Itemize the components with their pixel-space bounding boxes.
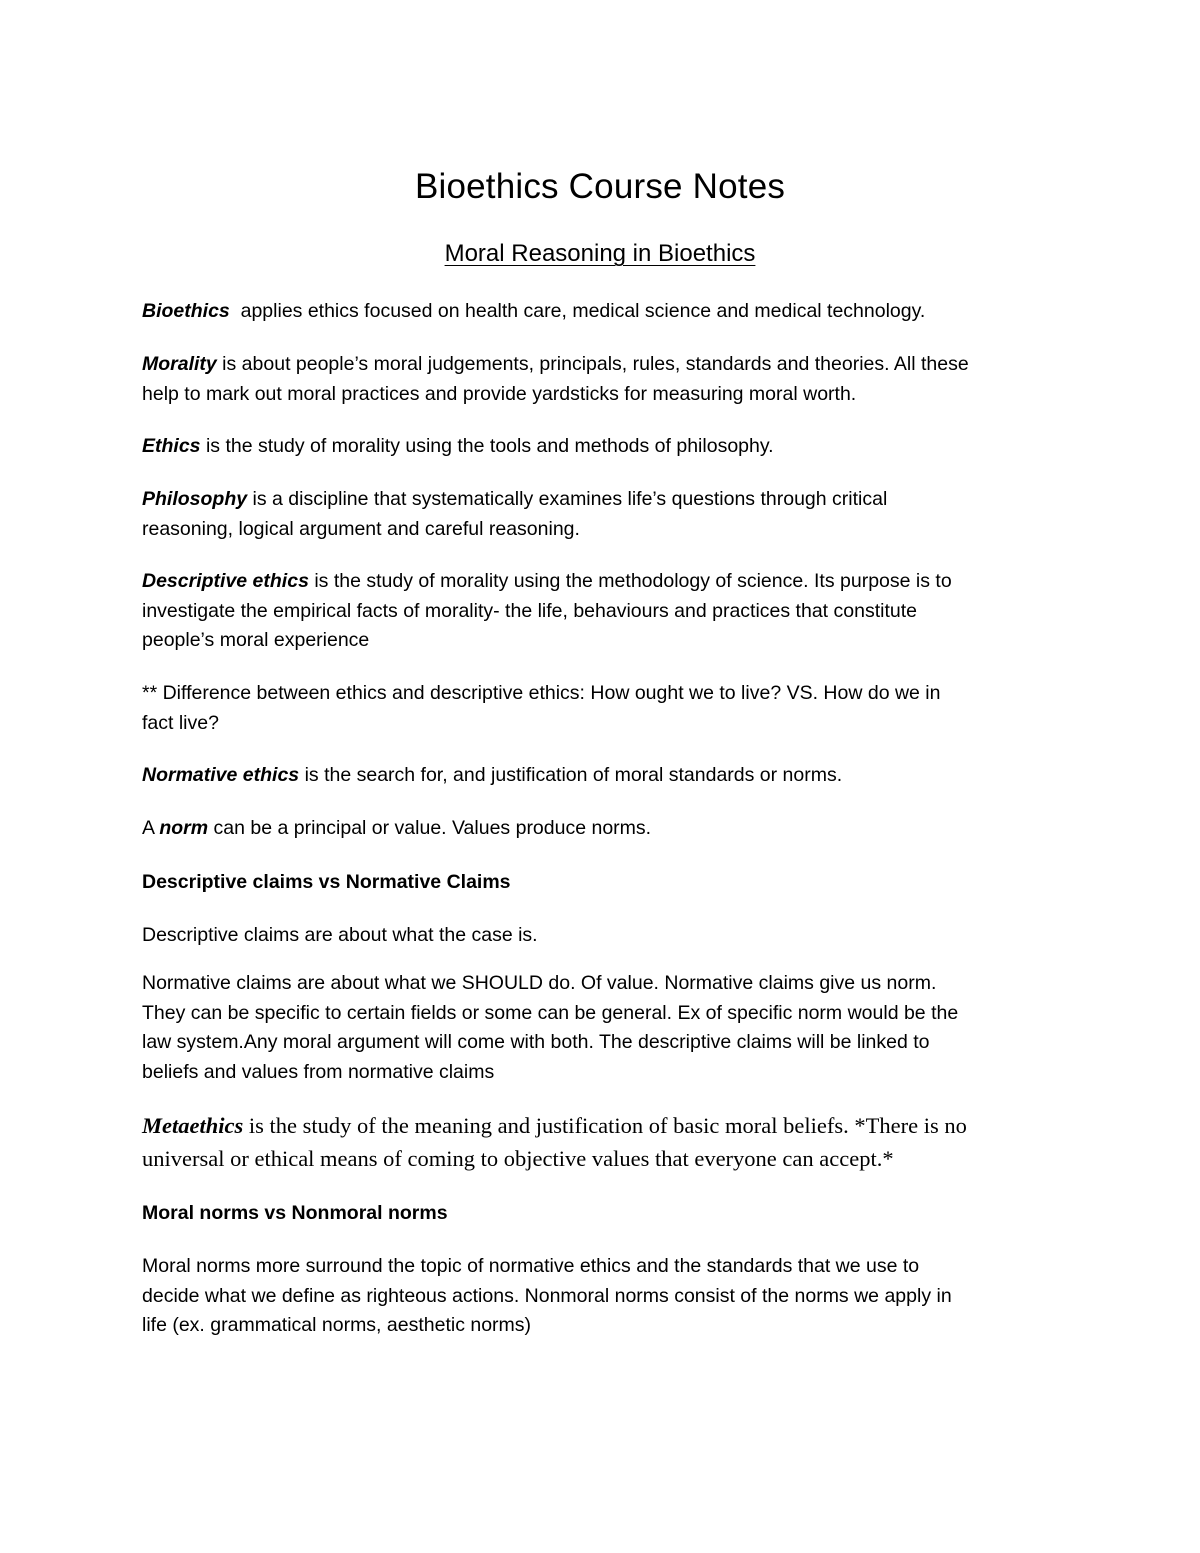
paragraph-line: law system.Any moral argument will come with both. The descriptive claims will be linked to xyxy=(142,1031,930,1053)
paragraph-line: people’s moral experience xyxy=(142,629,370,651)
definition-text: can be a principal or value. Values produce norms. xyxy=(208,817,652,839)
paragraph-line: universal or ethical means of coming to objective values that everyone can accept.* xyxy=(142,1146,894,1171)
paragraph-line: reasoning, logical argument and careful reasoning. xyxy=(142,517,580,540)
term-philosophy: Philosophy xyxy=(142,488,248,510)
definition-text: is the study of the meaning and justification of basic moral beliefs. *There is no xyxy=(243,1113,967,1138)
definition-text: is the search for, and justification of moral standards or norms. xyxy=(299,764,843,786)
normative-claims-paragraph xyxy=(142,969,1062,1087)
paragraph-line: decide what we define as righteous actions. Nonmoral norms consist of the norms we apply in xyxy=(142,1284,952,1307)
term-ethics: Ethics xyxy=(142,435,201,457)
descriptive-claims-paragraph: Descriptive claims are about what the case is. xyxy=(142,924,538,946)
paragraph-line: help to mark out moral practices and provide yardsticks for measuring moral worth. xyxy=(142,382,857,405)
definition-normative-ethics xyxy=(142,761,1062,791)
definition-text: applies ethics focused on health care, medical science and medical technology. xyxy=(229,300,926,322)
paragraph-line: They can be specific to certain fields or some can be general. Ex of specific norm would be the xyxy=(142,1001,959,1024)
term-bioethics: Bioethics xyxy=(142,300,230,322)
paragraph-line xyxy=(142,485,1062,515)
definition-norm xyxy=(142,814,1062,844)
definition-morality xyxy=(142,350,1062,409)
paragraph-line: beliefs and values from normative claims xyxy=(142,1060,495,1083)
paragraph-line xyxy=(142,1109,1062,1142)
paragraph-line: Moral norms more surround the topic of normative ethics and the standards that we use to xyxy=(142,1255,920,1277)
term-normative-ethics: Normative ethics xyxy=(142,764,300,786)
section-heading-norms: Moral norms vs Nonmoral norms xyxy=(142,1202,448,1224)
document-subtitle: Moral Reasoning in Bioethics xyxy=(444,240,756,267)
moral-norms-paragraph xyxy=(142,1252,1062,1341)
paragraph-line: life (ex. grammatical norms, aesthetic norms) xyxy=(142,1314,532,1336)
definition-text: is a discipline that systematically examines life’s questions through critical xyxy=(247,488,888,510)
definition-descriptive-ethics xyxy=(142,567,1062,656)
document-title: Bioethics Course Notes xyxy=(414,167,786,206)
definition-text: is the study of morality using the tools and methods of philosophy. xyxy=(200,435,774,457)
term-morality: Morality xyxy=(142,353,217,375)
definition-philosophy xyxy=(142,485,1062,544)
term-descriptive-ethics: Descriptive ethics xyxy=(142,570,309,592)
paragraph-line xyxy=(142,814,1062,844)
paragraph-line xyxy=(142,297,1062,327)
term-metaethics: Metaethics xyxy=(142,1113,244,1138)
paragraph-line: investigate the empirical facts of morality- the life, behaviours and practices that constitute xyxy=(142,599,917,622)
paragraph-line xyxy=(142,350,1062,380)
paragraph-line xyxy=(142,761,1062,791)
definition-metaethics xyxy=(142,1109,1062,1175)
definition-text: is the study of morality using the methodology of science. Its purpose is to xyxy=(308,570,952,592)
paragraph-line xyxy=(142,432,1062,462)
paragraph-line: ** Difference between ethics and descriptive ethics: How ought we to live? VS. How do we in xyxy=(142,682,941,704)
definition-bioethics xyxy=(142,297,1062,327)
definition-text: is about people’s moral judgements, principals, rules, standards and theories. All these xyxy=(216,353,969,375)
definition-prefix: A xyxy=(142,817,160,839)
paragraph-line xyxy=(142,567,1062,597)
paragraph-line: Normative claims are about what we SHOULD do. Of value. Normative claims give us norm. xyxy=(142,972,937,994)
difference-note xyxy=(142,679,1062,738)
section-heading-claims: Descriptive claims vs Normative Claims xyxy=(142,871,511,893)
paragraph-line: fact live? xyxy=(142,711,219,734)
term-norm: norm xyxy=(159,817,209,839)
definition-ethics xyxy=(142,432,1062,462)
